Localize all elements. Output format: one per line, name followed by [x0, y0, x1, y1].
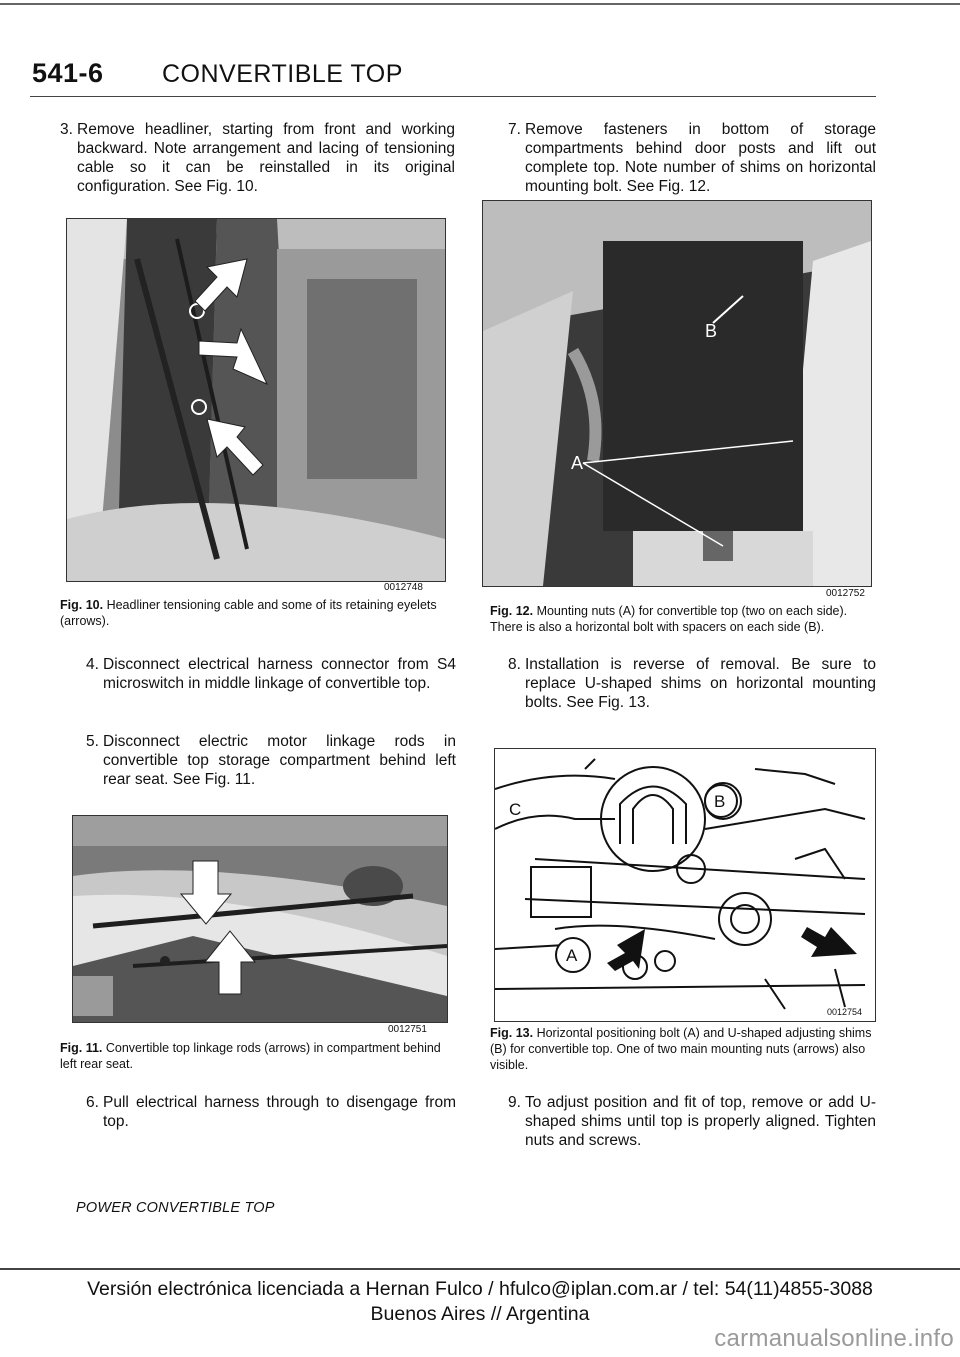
- step-number: 8.: [508, 656, 521, 673]
- step-text: Disconnect electrical harness connector from S4 microswitch in middle linkage of convertible top.: [103, 656, 456, 692]
- step-text: Installation is reverse of removal. Be sure to replace U-shaped shims on horizontal mounting bolts. See Fig. 13.: [525, 656, 876, 711]
- fig-13-callout-b: B: [714, 792, 726, 811]
- fig-10-caption: [60, 597, 460, 629]
- fig-12-id: 0012752: [826, 588, 865, 599]
- step-3: [60, 120, 455, 196]
- step-4: [86, 655, 456, 693]
- fig-13-label: Fig. 13.: [490, 1026, 534, 1040]
- fig-10-photo: [66, 218, 446, 582]
- fig-11-label: Fig. 11.: [60, 1041, 103, 1055]
- banner-line-2: Buenos Aires // Argentina: [370, 1303, 590, 1325]
- step-text: Pull electrical harness through to disengage from top.: [103, 1094, 456, 1130]
- step-9: [508, 1093, 876, 1150]
- fig-10-label: Fig. 10.: [60, 598, 104, 612]
- step-number: 9.: [508, 1094, 521, 1111]
- fig-13-illustration: [495, 749, 875, 1021]
- fig-13-caption: [490, 1025, 880, 1073]
- watermark: carmanualsonline.info: [714, 1325, 954, 1352]
- fig-13-caption-text: Horizontal positioning bolt (A) and U-shaped adjusting shims (B) for convertible top. One of two main mounting nuts (arrows) also visible.: [490, 1026, 872, 1072]
- step-text: Disconnect electric motor linkage rods in convertible top storage compartment behind left rear seat. See Fig. 11.: [103, 733, 456, 788]
- fig-13-diagram: [494, 748, 876, 1022]
- fig-13-id: 0012754: [827, 1007, 863, 1017]
- fig-11-caption: [60, 1040, 460, 1072]
- step-number: 4.: [86, 656, 99, 673]
- header-rule: [30, 96, 876, 97]
- fig-12-illustration: [483, 201, 871, 586]
- top-rule: [0, 3, 960, 5]
- step-text: Remove headliner, starting from front and working backward. Note arrangement and lacing of tensioning cable so it can be reinstalled in its original configuration. See Fig. 10.: [77, 121, 455, 195]
- step-6: [86, 1093, 456, 1131]
- fig-11-caption-text: Convertible top linkage rods (arrows) in compartment behind left rear seat.: [60, 1041, 441, 1071]
- fig-12-callout-a: A: [571, 453, 584, 473]
- step-number: 3.: [60, 121, 73, 138]
- section-title: CONVERTIBLE TOP: [162, 60, 403, 88]
- banner-line-1: Versión electrónica licenciada a Hernan Fulco / hfulco@iplan.com.ar / tel: 54(11)4855-3088: [87, 1278, 873, 1300]
- step-number: 7.: [508, 121, 521, 138]
- step-number: 6.: [86, 1094, 99, 1111]
- step-text: Remove fasteners in bottom of storage compartments behind door posts and lift out complete top. Note number of shims on horizontal mounting bolt. See Fig. 12.: [525, 121, 876, 195]
- fig-13-callout-a: A: [566, 946, 578, 965]
- page-number: 541-6: [32, 58, 104, 88]
- fig-13-callout-c: C: [509, 800, 522, 819]
- fig-12-caption-text: Mounting nuts (A) for convertible top (two on each side). There is also a horizontal bolt with spacers on each side (B).: [490, 604, 848, 634]
- fig-10-id: 0012748: [384, 582, 423, 593]
- fig-11-illustration: [73, 816, 447, 1022]
- fig-12-caption: [490, 603, 880, 635]
- fig-11-id: 0012751: [388, 1024, 427, 1035]
- step-8: [508, 655, 876, 712]
- fig-10-illustration: [67, 219, 445, 581]
- fig-12-photo: [482, 200, 872, 587]
- fig-12-callout-b: B: [705, 321, 718, 341]
- step-text: To adjust position and fit of top, remove or add U-shaped shims until top is properly aligned. Tighten nuts and screws.: [525, 1094, 876, 1149]
- fig-11-photo: [72, 815, 448, 1023]
- footer-section-name: POWER CONVERTIBLE TOP: [76, 1200, 275, 1216]
- fig-12-label: Fig. 12.: [490, 604, 534, 618]
- step-7: [508, 120, 876, 196]
- step-5: [86, 732, 456, 789]
- step-number: 5.: [86, 733, 99, 750]
- fig-10-caption-text: Headliner tensioning cable and some of its retaining eyelets (arrows).: [60, 598, 437, 628]
